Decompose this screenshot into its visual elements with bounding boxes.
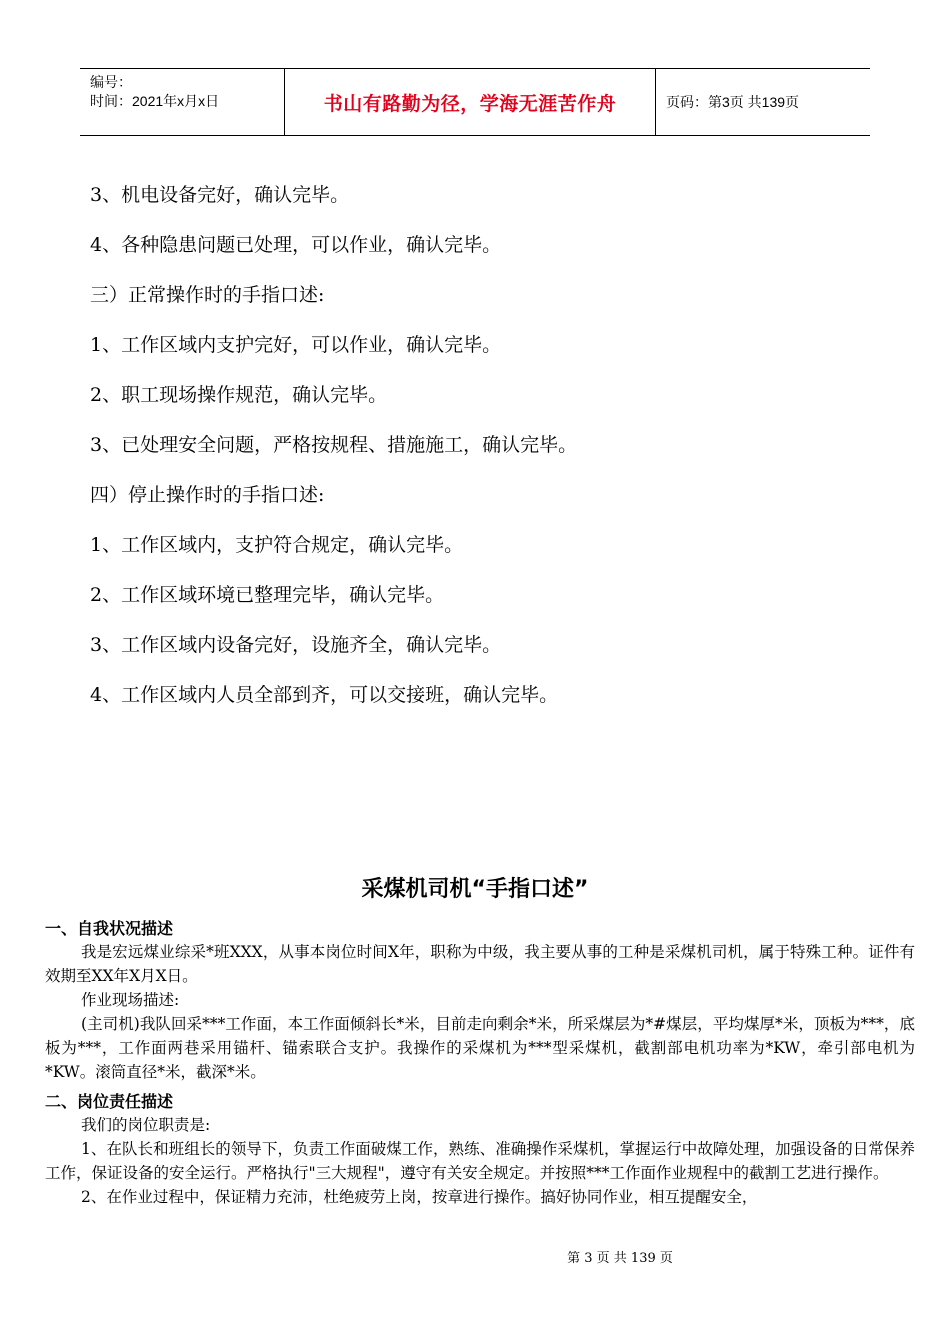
checklist-line: 3、已处理安全问题，严格按规程、措施施工，确认完毕。 — [90, 434, 578, 456]
checklist-line: 三）正常操作时的手指口述: — [90, 284, 325, 306]
section-duty-description — [45, 1091, 915, 1209]
checklist-line: 3、机电设备完好，确认完毕。 — [90, 184, 350, 206]
header-page-info: 页码：第3页 共139页 — [666, 94, 800, 110]
header-date-label: 时间：2021年x月x日 — [90, 93, 220, 109]
header-meta-cell — [80, 69, 284, 135]
paragraph: 我是宏远煤业综采*班XXX，从事本岗位时间X年，职称为中级，我主要从事的工种是采煤机司机，属于特殊工种。证件有效期至XX年X月X日。 — [45, 943, 915, 985]
checklist-line: 4、工作区域内人员全部到齐，可以交接班，确认完毕。 — [90, 684, 559, 706]
paragraph: 2、在作业过程中，保证精力充沛，杜绝疲劳上岗，按章进行操作。搞好协同作业，相互提醒安全， — [81, 1188, 758, 1206]
checklist-lines — [90, 178, 890, 728]
section-heading: 一、自我状况描述 — [45, 919, 174, 938]
checklist-line: 2、职工现场操作规范，确认完毕。 — [90, 384, 388, 406]
page-header-table — [80, 68, 870, 136]
section-self-description — [45, 918, 915, 1084]
checklist-line: 3、工作区域内设备完好，设施齐全，确认完毕。 — [90, 634, 502, 656]
paragraph: (主司机)我队回采***工作面，本工作面倾斜长*米，目前走向剩余*米，所采煤层为*#煤层，平均煤厚*米，顶板为***，底板为***，工作面两巷采用锚杆、锚索联合支护。我操作的采煤机为***型采煤机，截割部电机功率为*KW，牵引部电机为*KW。滚筒直径*米，截深*米。 — [45, 1015, 915, 1081]
paragraph: 作业现场描述: — [81, 991, 180, 1009]
header-number-label: 编号： — [90, 74, 132, 90]
section-heading: 二、岗位责任描述 — [45, 1092, 174, 1111]
header-motto: 书山有路勤为径，学海无涯苦作舟 — [284, 69, 656, 135]
page-footer: 第 3 页 共 139 页 — [567, 1251, 673, 1266]
paragraph: 我们的岗位职责是: — [81, 1116, 211, 1134]
checklist-line: 四）停止操作时的手指口述: — [90, 484, 325, 506]
paragraph: 1、在队长和班组长的领导下，负责工作面破煤工作，熟练、准确操作采煤机，掌握运行中故障处理，加强设备的日常保养工作，保证设备的安全运行。严格执行"三大规程"，遵守有关安全规定。并按照***工作面作业规程中的截割工艺进行操作。 — [45, 1140, 915, 1182]
checklist-line: 4、各种隐患问题已处理，可以作业，确认完毕。 — [90, 234, 502, 256]
document-title: 采煤机司机“手指口述” — [361, 877, 589, 902]
checklist-line: 1、工作区域内支护完好，可以作业，确认完毕。 — [90, 334, 502, 356]
checklist-line: 1、工作区域内，支护符合规定，确认完毕。 — [90, 534, 464, 556]
checklist-line: 2、工作区域环境已整理完毕，确认完毕。 — [90, 584, 445, 606]
